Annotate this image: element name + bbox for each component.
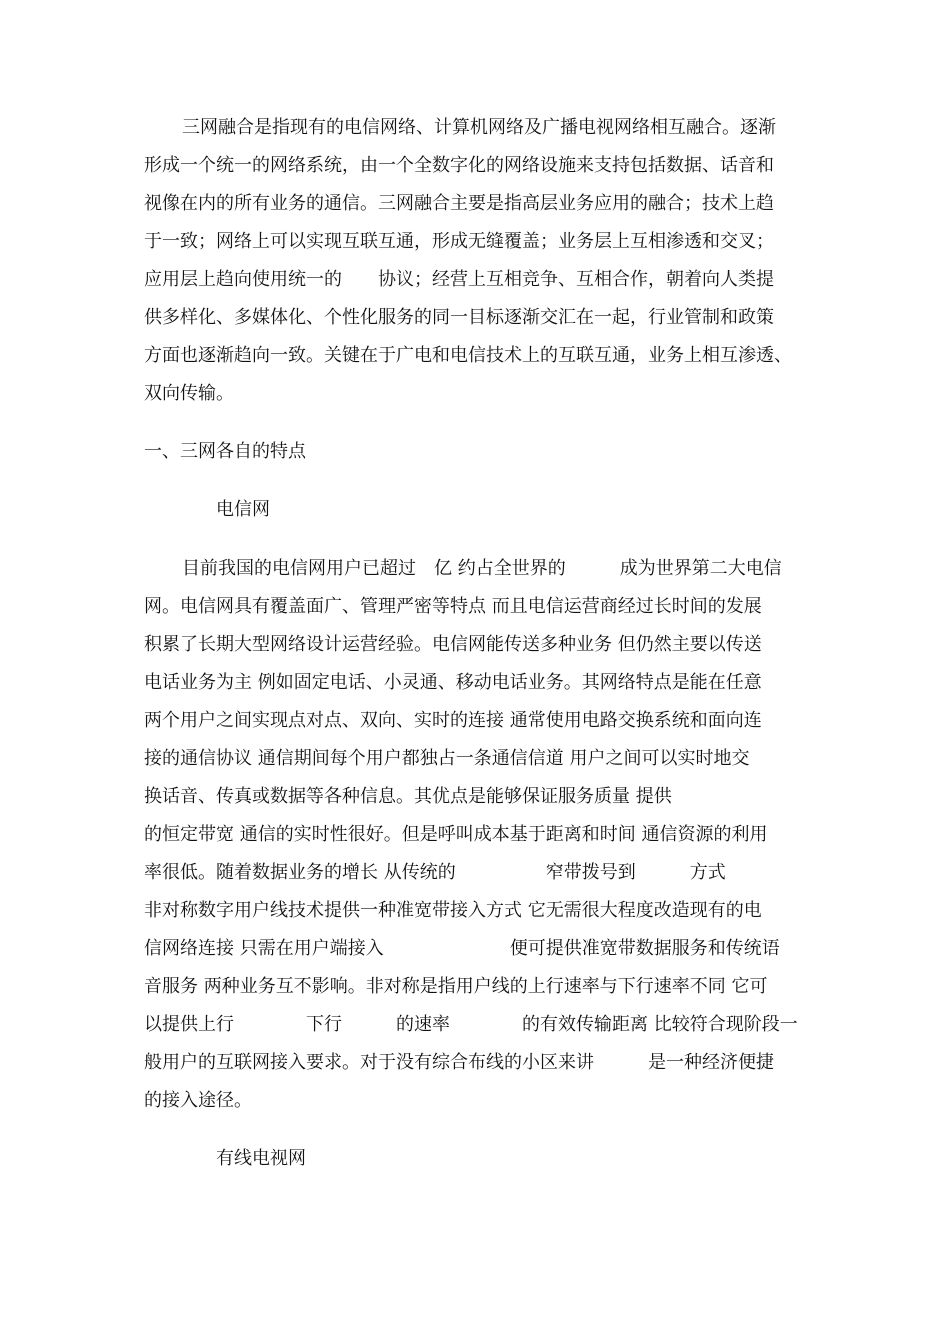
telecom-line-13: 以提供上行 下行 的速率 的有效传输距离 比较符合现阶段一	[144, 1014, 798, 1035]
telecom-line-3: 积累了长期大型网络设计运营经验。电信网能传送多种业务 但仍然主要以传送	[144, 634, 762, 655]
telecom-line-1: 目前我国的电信网用户已超过 亿 约占全世界的 成为世界第二大电信	[182, 558, 782, 579]
telecom-line-6: 接的通信协议 通信期间每个用户都独占一条通信信道 用户之间可以实时地交	[144, 748, 750, 769]
intro-line-5: 应用层上趋向使用统一的 协议；经营上互相竞争、互相合作，朝着向人类提	[144, 269, 774, 290]
intro-line-6: 供多样化、多媒体化、个性化服务的同一目标逐渐交汇在一起，行业管制和政策	[144, 307, 774, 328]
telecom-line-4: 电话业务为主 例如固定电话、小灵通、移动电话业务。其网络特点是能在任意	[144, 672, 762, 693]
intro-line-3: 视像在内的所有业务的通信。三网融合主要是指高层业务应用的融合；技术上趋	[144, 193, 774, 214]
intro-line-4: 于一致；网络上可以实现互联互通，形成无缝覆盖；业务层上互相渗透和交叉；	[144, 231, 774, 252]
telecom-line-12: 音服务 两种业务互不影响。非对称是指用户线的上行速率与下行速率不同 它可	[144, 976, 768, 997]
telecom-line-8: 的恒定带宽 通信的实时性很好。但是呼叫成本基于距离和时间 通信资源的利用	[144, 824, 768, 845]
intro-line-1: 三网融合是指现有的电信网络、计算机网络及广播电视网络相互融合。逐渐	[182, 117, 776, 138]
telecom-line-15: 的接入途径。	[144, 1090, 252, 1111]
telecom-line-14: 般用户的互联网接入要求。对于没有综合布线的小区来讲 是一种经济便捷	[144, 1052, 774, 1073]
telecom-line-5: 两个用户之间实现点对点、双向、实时的连接 通常使用电路交换系统和面向连	[144, 710, 762, 731]
telecom-line-10: 非对称数字用户线技术提供一种准宽带接入方式 它无需很大程度改造现有的电	[144, 900, 762, 921]
subsection-cable-title: 有线电视网	[216, 1148, 306, 1169]
telecom-line-7: 换话音、传真或数据等各种信息。其优点是能够保证服务质量 提供	[144, 786, 672, 807]
intro-line-8: 双向传输。	[144, 383, 234, 404]
intro-line-7: 方面也逐渐趋向一致。关键在于广电和电信技术上的互联互通，业务上相互渗透、	[144, 345, 792, 366]
section-heading: 一、三网各自的特点	[144, 441, 306, 462]
telecom-line-9: 率很低。随着数据业务的增长 从传统的 窄带拨号到 方式	[144, 862, 726, 883]
telecom-line-11: 信网络连接 只需在用户端接入 便可提供准宽带数据服务和传统语	[144, 938, 780, 959]
telecom-line-2: 网。电信网具有覆盖面广、管理严密等特点 而且电信运营商经过长时间的发展	[144, 596, 762, 617]
intro-line-2: 形成一个统一的网络系统，由一个全数字化的网络设施来支持包括数据、话音和	[144, 155, 774, 176]
subsection-telecom-title: 电信网	[216, 499, 270, 520]
